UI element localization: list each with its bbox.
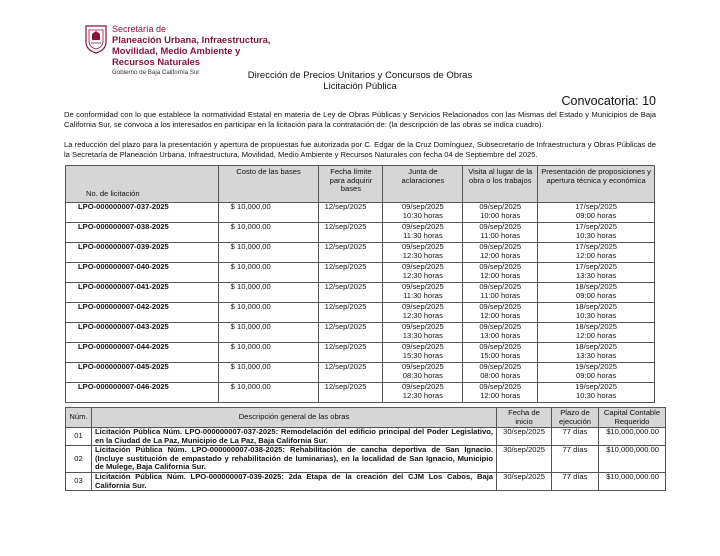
header-fecha-inicio: Fecha de inicio: [497, 408, 552, 428]
visita-hora: 11:00 horas: [480, 290, 521, 300]
logo-line-1: Planeación Urbana, Infraestructura,: [112, 34, 271, 45]
presentacion-hora: 12:00 horas: [576, 250, 617, 260]
licitacion-heading: Licitación Pública: [323, 81, 397, 92]
obra-row: [66, 446, 666, 473]
fecha-limite: 12/sep/2025: [319, 203, 383, 223]
junta-fecha: 09/sep/2025: [401, 322, 444, 331]
presentacion-fecha: 17/sep/2025: [575, 202, 617, 211]
licitacion-row: [66, 243, 655, 263]
licitacion-row: [66, 263, 655, 283]
junta-fecha: 09/sep/2025: [401, 342, 444, 351]
visita-fecha: 09/sep/2025: [479, 302, 522, 311]
licitaciones-header-row: [66, 166, 655, 203]
fecha-limite: 12/sep/2025: [319, 223, 383, 243]
junta-fecha: 09/sep/2025: [401, 362, 444, 371]
presentacion-fecha: 19/sep/2025: [575, 382, 617, 391]
licitacion-number: LPO-000000007-046-2025: [66, 383, 219, 403]
obra-descripcion: Licitación Pública Núm. LPO-000000007-037-2025: Remodelación del edificio principal del Poder Legislativo, en la Ciudad de La Paz, Municipio de La Paz, Baja California Sur.: [91, 428, 496, 446]
obra-descripcion: Licitación Pública Núm. LPO-000000007-038-2025: Rehabilitación de cancha deportiva de San Ignacio. (Incluye sustitución de empastado y rehabilitación de luminarias), en la localidad de San Ignacio, Municipio de Mulege, Baja California Sur.: [91, 446, 496, 473]
licitacion-row: [66, 363, 655, 383]
junta-hora: 12:30 horas: [402, 390, 443, 400]
licitacion-number: LPO-000000007-037-2025: [66, 203, 219, 223]
obra-num: 01: [66, 428, 92, 446]
intro-paragraph: De conformidad con lo que establece la normatividad Estatal en materia de Ley de Obras Públicas y Servicios Relacionados con las Mismas del Estado y Municipios de Baja California Sur, se convoca a los interesados en participar en la licitación para la contratación de: (la descripción de las obras se indica cuadro).: [64, 110, 656, 129]
header-costo: Costo de las bases: [218, 166, 319, 203]
licitacion-number: LPO-000000007-041-2025: [66, 283, 219, 303]
visita-fecha: 09/sep/2025: [479, 362, 522, 371]
logo-line-3: Recursos Naturales: [112, 56, 201, 67]
visita-hora: 12:00 horas: [480, 270, 521, 280]
presentacion-fecha: 18/sep/2025: [575, 282, 617, 291]
visita-fecha: 09/sep/2025: [479, 262, 522, 271]
visita-cell: [463, 243, 538, 263]
junta-cell: [383, 243, 463, 263]
junta-hora: 12:30 horas: [402, 250, 443, 260]
licitacion-number: LPO-000000007-039-2025: [66, 243, 219, 263]
fecha-limite: 12/sep/2025: [319, 323, 383, 343]
visita-cell: [463, 283, 538, 303]
obra-num: 02: [66, 446, 92, 473]
fecha-limite: 12/sep/2025: [319, 283, 383, 303]
visita-cell: [463, 263, 538, 283]
presentacion-fecha: 17/sep/2025: [575, 262, 617, 271]
presentacion-cell: [538, 303, 655, 323]
costo-bases: $ 10,000.00: [218, 223, 319, 243]
licitaciones-table: [65, 165, 655, 403]
obra-descripcion: Licitación Pública Núm. LPO-000000007-039-2025: 2da Etapa de la creación del CJM Los Cabos, Baja California Sur.: [91, 472, 496, 490]
costo-bases: $ 10,000.00: [218, 343, 319, 363]
presentacion-fecha: 18/sep/2025: [575, 342, 617, 351]
junta-cell: [383, 223, 463, 243]
fecha-limite: 12/sep/2025: [319, 243, 383, 263]
obra-fecha-inicio: 30/sep/2025: [497, 446, 552, 473]
fecha-limite: 12/sep/2025: [319, 263, 383, 283]
licitacion-number: LPO-000000007-045-2025: [66, 363, 219, 383]
presentacion-fecha: 18/sep/2025: [575, 302, 617, 311]
licitacion-number: LPO-000000007-040-2025: [66, 263, 219, 283]
fecha-limite: 12/sep/2025: [319, 383, 383, 403]
visita-fecha: 09/sep/2025: [479, 222, 522, 231]
junta-hora: 12:30 horas: [402, 310, 443, 320]
visita-fecha: 09/sep/2025: [479, 322, 522, 331]
presentacion-cell: [538, 203, 655, 223]
obras-header-row: [66, 408, 666, 428]
header-junta: Junta de aclaraciones: [383, 166, 463, 203]
junta-hora: 12:30 horas: [402, 270, 443, 280]
licitacion-number: LPO-000000007-043-2025: [66, 323, 219, 343]
junta-cell: [383, 343, 463, 363]
visita-fecha: 09/sep/2025: [479, 202, 522, 211]
licitacion-row: [66, 383, 655, 403]
junta-hora: 08:30 horas: [402, 370, 443, 380]
visita-cell: [463, 363, 538, 383]
junta-cell: [383, 363, 463, 383]
obra-capital: $10,000,000.00: [598, 472, 665, 490]
junta-fecha: 09/sep/2025: [401, 262, 444, 271]
costo-bases: $ 10,000.00: [218, 363, 319, 383]
presentacion-hora: 10:30 horas: [576, 230, 617, 240]
header-fecha-limite: Fecha límite para adquirir bases: [319, 166, 383, 203]
fecha-limite: 12/sep/2025: [319, 363, 383, 383]
junta-fecha: 09/sep/2025: [401, 302, 444, 311]
presentacion-hora: 13:30 horas: [576, 350, 617, 360]
costo-bases: $ 10,000.00: [218, 203, 319, 223]
licitacion-row: [66, 283, 655, 303]
licitacion-row: [66, 223, 655, 243]
costo-bases: $ 10,000.00: [218, 383, 319, 403]
obra-row: [66, 472, 666, 490]
presentacion-hora: 09:00 horas: [576, 370, 617, 380]
licitacion-number: LPO-000000007-044-2025: [66, 343, 219, 363]
presentacion-hora: 12:00 horas: [576, 330, 617, 340]
junta-hora: 13:30 horas: [402, 330, 443, 340]
presentacion-cell: [538, 363, 655, 383]
convocatoria-number: Convocatoria: 10: [561, 94, 656, 108]
junta-hora: 10:30 horas: [402, 210, 443, 220]
presentacion-cell: [538, 283, 655, 303]
licitacion-row: [66, 323, 655, 343]
junta-cell: [383, 263, 463, 283]
junta-fecha: 09/sep/2025: [401, 382, 444, 391]
header-no-licitacion: No. de licitación: [66, 166, 219, 203]
licitacion-row: [66, 303, 655, 323]
licitacion-row: [66, 203, 655, 223]
junta-hora: 11:30 horas: [403, 290, 443, 300]
obras-table: [65, 407, 666, 491]
visita-cell: [463, 203, 538, 223]
visita-cell: [463, 343, 538, 363]
presentacion-cell: [538, 263, 655, 283]
obra-capital: $10,000,000.00: [598, 428, 665, 446]
presentacion-fecha: 17/sep/2025: [575, 242, 617, 251]
visita-hora: 12:00 horas: [480, 390, 521, 400]
junta-fecha: 09/sep/2025: [401, 202, 444, 211]
visita-hora: 11:00 horas: [480, 230, 521, 240]
presentacion-fecha: 17/sep/2025: [575, 222, 617, 231]
visita-hora: 12:00 horas: [480, 310, 521, 320]
visita-cell: [463, 383, 538, 403]
presentacion-hora: 13:30 horas: [576, 270, 617, 280]
costo-bases: $ 10,000.00: [218, 263, 319, 283]
logo-line-2: Movilidad, Medio Ambiente y: [112, 45, 241, 56]
obra-num: 03: [66, 472, 92, 490]
junta-cell: [383, 303, 463, 323]
costo-bases: $ 10,000.00: [218, 303, 319, 323]
costo-bases: $ 10,000.00: [218, 243, 319, 263]
logo-line-secretaria: Secretaría de: [112, 24, 167, 34]
visita-hora: 08:00 horas: [480, 370, 521, 380]
visita-fecha: 09/sep/2025: [479, 382, 522, 391]
obra-row: [66, 428, 666, 446]
logo-subtitle: Gobierno de Baja California Sur: [112, 69, 200, 76]
visita-fecha: 09/sep/2025: [479, 342, 522, 351]
header-visita: Visita al lugar de la obra o los trabajos: [463, 166, 538, 203]
header-capital: Capital Contable Requerido: [598, 408, 665, 428]
visita-fecha: 09/sep/2025: [479, 242, 522, 251]
obra-plazo: 77 días: [552, 472, 599, 490]
junta-fecha: 09/sep/2025: [401, 242, 444, 251]
obra-plazo: 77 días: [552, 428, 599, 446]
obra-plazo: 77 días: [552, 446, 599, 473]
presentacion-cell: [538, 323, 655, 343]
fecha-limite: 12/sep/2025: [319, 343, 383, 363]
licitacion-row: [66, 343, 655, 363]
visita-cell: [463, 303, 538, 323]
obra-fecha-inicio: 30/sep/2025: [497, 472, 552, 490]
junta-cell: [383, 383, 463, 403]
header-descripcion: Descripción general de las obras: [91, 408, 496, 428]
header-num: Núm.: [66, 408, 92, 428]
presentacion-hora: 09:00 horas: [576, 210, 617, 220]
authorization-paragraph: La reducción del plazo para la presentación y apertura de propuestas fue autorizada por C. Edgar de la Cruz Domínguez, Subsecretario de Infraestructura y Obras Públicas de la Secretaría de Planeación Urbana, Infraestructura, Movilidad, Medio Ambiente y Recursos Naturales con fecha 04 de Septiembre del 2025.: [64, 140, 656, 159]
visita-hora: 12:00 horas: [480, 250, 521, 260]
obra-fecha-inicio: 30/sep/2025: [497, 428, 552, 446]
presentacion-fecha: 19/sep/2025: [575, 362, 617, 371]
junta-hora: 15:30 horas: [402, 350, 443, 360]
visita-hora: 10:00 horas: [480, 210, 521, 220]
junta-cell: [383, 323, 463, 343]
junta-fecha: 09/sep/2025: [401, 222, 444, 231]
government-seal-logo: [84, 24, 108, 54]
presentacion-hora: 09:00 horas: [576, 290, 617, 300]
licitacion-number: LPO-000000007-038-2025: [66, 223, 219, 243]
visita-hora: 15:00 horas: [480, 350, 521, 360]
presentacion-hora: 10:30 horas: [576, 310, 617, 320]
presentacion-hora: 10:30 horas: [576, 390, 617, 400]
direccion-heading: Dirección de Precios Unitarios y Concursos de Obras: [247, 70, 473, 81]
presentacion-cell: [538, 343, 655, 363]
junta-hora: 11:30 horas: [403, 230, 443, 240]
presentacion-cell: [538, 223, 655, 243]
visita-fecha: 09/sep/2025: [479, 282, 522, 291]
header-plazo: Plazo de ejecución: [552, 408, 599, 428]
costo-bases: $ 10,000.00: [218, 283, 319, 303]
costo-bases: $ 10,000.00: [218, 323, 319, 343]
junta-cell: [383, 283, 463, 303]
presentacion-cell: [538, 243, 655, 263]
presentacion-fecha: 18/sep/2025: [575, 322, 617, 331]
header-presentacion: Presentación de proposiciones y apertura técnica y económica: [538, 166, 655, 203]
presentacion-cell: [538, 383, 655, 403]
visita-cell: [463, 223, 538, 243]
junta-fecha: 09/sep/2025: [401, 282, 444, 291]
visita-hora: 13:00 horas: [480, 330, 521, 340]
licitacion-number: LPO-000000007-042-2025: [66, 303, 219, 323]
obra-capital: $10,000,000.00: [598, 446, 665, 473]
fecha-limite: 12/sep/2025: [319, 303, 383, 323]
junta-cell: [383, 203, 463, 223]
visita-cell: [463, 323, 538, 343]
